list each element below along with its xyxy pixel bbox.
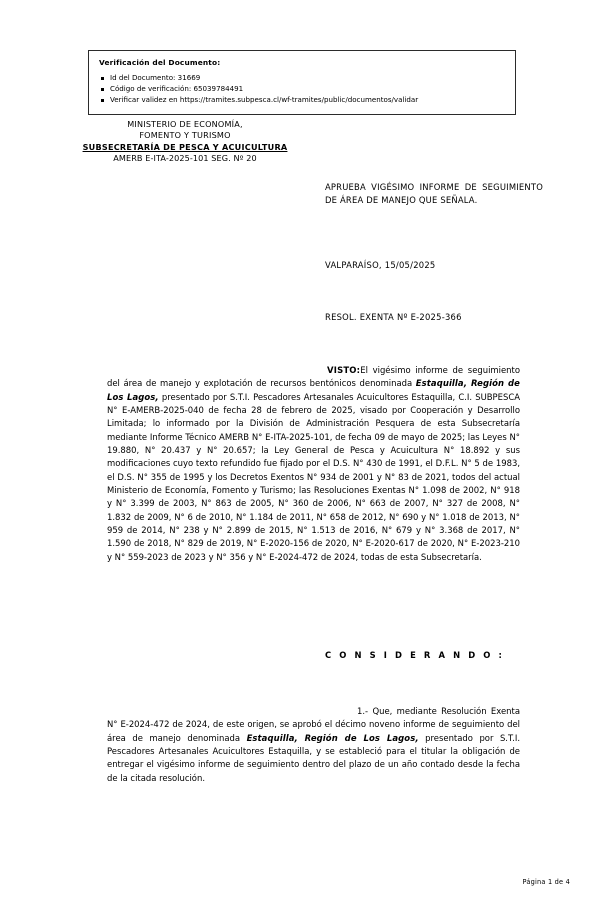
letterhead-subsecretariat: SUBSECRETARÍA DE PESCA Y ACUICULTURA [82,141,288,152]
letterhead [40,119,330,165]
letterhead-ministry-line1: MINISTERIO DE ECONOMÍA, [127,119,243,129]
visto-label: VISTO: [327,365,361,375]
verification-title: Verificación del Documento: [99,58,221,67]
visto-emphasis-area-name: Estaquilla, Región de Los Lagos, [107,378,520,402]
verification-box [88,50,516,115]
considerando-item-1 [107,705,520,785]
letterhead-file-reference: AMERB E-ITA-2025-101 SEG. Nº 20 [113,153,257,164]
letterhead-ministry-line2: FOMENTO Y TURISMO [139,130,231,141]
verification-item-code: Código de verificación: 65039784491 [99,84,505,95]
visto-text-1: El vigésimo informe de seguimiento del área de manejo y explotación de recursos bentónicos denominada [107,365,520,389]
considerando-heading: C O N S I D E R A N D O : [325,650,505,660]
visto-paragraph [107,364,520,564]
place-and-date: VALPARAÍSO, 15/05/2025 [325,260,436,270]
page-number: Página 1 de 4 [522,878,570,886]
verification-list [99,73,505,106]
verification-item-document-id: Id del Documento: 31669 [99,73,505,84]
visto-text-2: presentado por S.T.I. Pescadores Artesanales Acuicultores Estaquilla, C.I. SUBPESCA N° E-AMERB-2025-040 de fecha 28 de febrero de 2025, visado por Cooperación y Desarrollo Limitada; lo informado por la División de Administración Pesquera de esta Subsecretaría mediante Informe Técnico AMERB N° E-ITA-2025-101, de fecha 09 de mayo de 2025; las Leyes N° 19.880, N° 20.437 y N° 20.657; la Ley General de Pesca y Acuicultura N° 18.892 y sus modificaciones cuyo texto refundido fue fijado por el D.S. N° 430 de 1991, el D.F.L. N° 5 de 1983, el D.S. N° 355 de 1995 y los Decretos Exentos N° 934 de 2001 y N° 83 de 2021, todos del actual Ministerio de Economía, Fomento y Turismo; las Resoluciones Exentas N° 1.098 de 2002, N° 918 y N° 3.399 de 2003, N° 863 de 2005, N° 360 de 2006, N° 663 de 2007, N° 327 de 2008, N° 1.832 de 2009, N° 6 de 2010, N° 1.184 de 2011, N° 658 de 2012, N° 690 y N° 1.018 de 2013, N° 959 de 2014, N° 238 y N° 2.899 de 2015, N° 1.513 de 2016, N° 679 y N° 3.368 de 2017, N° 1.590 de 2018, N° 829 de 2019, N° E-2020-156 de 2020, N° E-2020-617 de 2020, N° E-2023-210 y N° 559-2023 de 2023 y N° 356 y N° E-2024-472 de 2024, todas de esta Subsecretaría. [107,391,520,562]
resolution-number: RESOL. EXENTA Nº E-2025-366 [325,312,462,322]
verification-item-url: Verificar validez en https://tramites.subpesca.cl/wf-tramites/public/documentos/validar [99,95,505,106]
considerando-1-text-1: 1.- Que, mediante Resolución Exenta N° E-2024-472 de 2024, de este origen, se aprobó el décimo noveno informe de seguimiento del área de manejo denominada [107,706,520,743]
subject-block: APRUEBA VIGÉSIMO INFORME DE SEGUIMIENTO DE ÁREA DE MANEJO QUE SEÑALA. [325,182,543,205]
considerando-1-emphasis-area-name: Estaquilla, Región de Los Lagos, [246,732,419,743]
considerando-1-text-2: presentado por S.T.I. Pescadores Artesanales Acuicultores Estaquilla, y se estableció para el titular la obligación de entregar el vigésimo informe de seguimiento dentro del plazo de un año contado desde la fecha de la citada resolución. [107,732,520,783]
